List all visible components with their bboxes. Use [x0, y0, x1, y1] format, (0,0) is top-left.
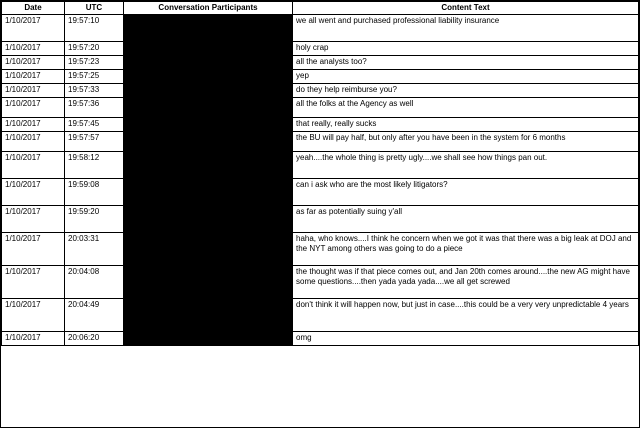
cell-utc: 19:57:10 — [65, 15, 124, 42]
cell-utc: 19:57:25 — [65, 70, 124, 84]
cell-content-text: yeah....the whole thing is pretty ugly....we shall see how things pan out. — [293, 152, 639, 179]
cell-date: 1/10/2017 — [2, 233, 65, 266]
cell-utc: 19:57:23 — [65, 56, 124, 70]
cell-participants-redacted — [124, 84, 293, 98]
redaction-bar — [127, 85, 289, 96]
cell-date: 1/10/2017 — [2, 70, 65, 84]
cell-date: 1/10/2017 — [2, 56, 65, 70]
redaction-bar — [127, 43, 289, 54]
cell-utc: 20:04:49 — [65, 299, 124, 332]
cell-content-text: do they help reimburse you? — [293, 84, 639, 98]
cell-date: 1/10/2017 — [2, 206, 65, 233]
table-row — [2, 266, 639, 299]
table-row — [2, 118, 639, 132]
cell-date: 1/10/2017 — [2, 15, 65, 42]
table-row — [2, 206, 639, 233]
cell-utc: 19:57:45 — [65, 118, 124, 132]
cell-utc: 19:59:20 — [65, 206, 124, 233]
cell-content-text: all the analysts too? — [293, 56, 639, 70]
table-header-row — [2, 2, 639, 15]
cell-utc: 20:04:08 — [65, 266, 124, 299]
redaction-bar — [127, 267, 289, 297]
column-header-participants: Conversation Participants — [124, 2, 293, 15]
cell-participants-redacted — [124, 70, 293, 84]
cell-utc: 19:57:33 — [65, 84, 124, 98]
cell-participants-redacted — [124, 299, 293, 332]
cell-date: 1/10/2017 — [2, 152, 65, 179]
table-body — [2, 15, 639, 346]
redaction-bar — [127, 207, 289, 231]
table-row — [2, 15, 639, 42]
redaction-bar — [127, 119, 289, 130]
cell-date: 1/10/2017 — [2, 42, 65, 56]
table-header — [2, 2, 639, 15]
cell-content-text: don't think it will happen now, but just in case....this could be a very very unpredictable 4 years — [293, 299, 639, 332]
redaction-bar — [127, 180, 289, 204]
cell-date: 1/10/2017 — [2, 332, 65, 346]
cell-utc: 20:03:31 — [65, 233, 124, 266]
cell-date: 1/10/2017 — [2, 179, 65, 206]
cell-utc: 19:59:08 — [65, 179, 124, 206]
cell-date: 1/10/2017 — [2, 84, 65, 98]
cell-content-text: can i ask who are the most likely litigators? — [293, 179, 639, 206]
table-row — [2, 152, 639, 179]
cell-date: 1/10/2017 — [2, 98, 65, 118]
cell-participants-redacted — [124, 98, 293, 118]
cell-participants-redacted — [124, 206, 293, 233]
cell-content-text: the BU will pay half, but only after you have been in the system for 6 months — [293, 132, 639, 152]
column-header-date: Date — [2, 2, 65, 15]
redaction-bar — [127, 99, 289, 116]
cell-participants-redacted — [124, 42, 293, 56]
table-row — [2, 84, 639, 98]
cell-content-text: all the folks at the Agency as well — [293, 98, 639, 118]
cell-content-text: we all went and purchased professional liability insurance — [293, 15, 639, 42]
cell-utc: 19:57:36 — [65, 98, 124, 118]
cell-participants-redacted — [124, 332, 293, 346]
cell-utc: 19:58:12 — [65, 152, 124, 179]
redaction-bar — [127, 133, 289, 150]
cell-participants-redacted — [124, 233, 293, 266]
cell-utc: 19:57:57 — [65, 132, 124, 152]
table-row — [2, 132, 639, 152]
cell-date: 1/10/2017 — [2, 132, 65, 152]
cell-participants-redacted — [124, 15, 293, 42]
redaction-bar — [127, 300, 289, 330]
cell-content-text: omg — [293, 332, 639, 346]
column-header-utc: UTC — [65, 2, 124, 15]
cell-participants-redacted — [124, 152, 293, 179]
redaction-bar — [127, 57, 289, 68]
cell-participants-redacted — [124, 266, 293, 299]
cell-participants-redacted — [124, 56, 293, 70]
cell-content-text: as far as potentially suing y'all — [293, 206, 639, 233]
cell-participants-redacted — [124, 179, 293, 206]
cell-content-text: that really, really sucks — [293, 118, 639, 132]
cell-participants-redacted — [124, 132, 293, 152]
cell-content-text: haha, who knows....I think he concern when we got it was that there was a big leak at DOJ and the NYT among others was going to do a piece — [293, 233, 639, 266]
cell-content-text: yep — [293, 70, 639, 84]
table-row — [2, 233, 639, 266]
cell-participants-redacted — [124, 118, 293, 132]
column-header-content-text: Content Text — [293, 2, 639, 15]
redaction-bar — [127, 333, 289, 344]
cell-utc: 20:06:20 — [65, 332, 124, 346]
table-row — [2, 42, 639, 56]
cell-content-text: the thought was if that piece comes out, and Jan 20th comes around....the new AG might have some questions....then yada yada yada....we all get screwed — [293, 266, 639, 299]
redaction-bar — [127, 71, 289, 82]
cell-date: 1/10/2017 — [2, 118, 65, 132]
cell-utc: 19:57:20 — [65, 42, 124, 56]
table-row — [2, 70, 639, 84]
cell-content-text: holy crap — [293, 42, 639, 56]
cell-date: 1/10/2017 — [2, 299, 65, 332]
cell-date: 1/10/2017 — [2, 266, 65, 299]
redaction-bar — [127, 153, 289, 177]
conversation-table — [1, 1, 639, 346]
table-row — [2, 332, 639, 346]
table-row — [2, 179, 639, 206]
redaction-bar — [127, 234, 289, 264]
table-row — [2, 56, 639, 70]
table-row — [2, 98, 639, 118]
redaction-bar — [127, 16, 289, 40]
table-row — [2, 299, 639, 332]
